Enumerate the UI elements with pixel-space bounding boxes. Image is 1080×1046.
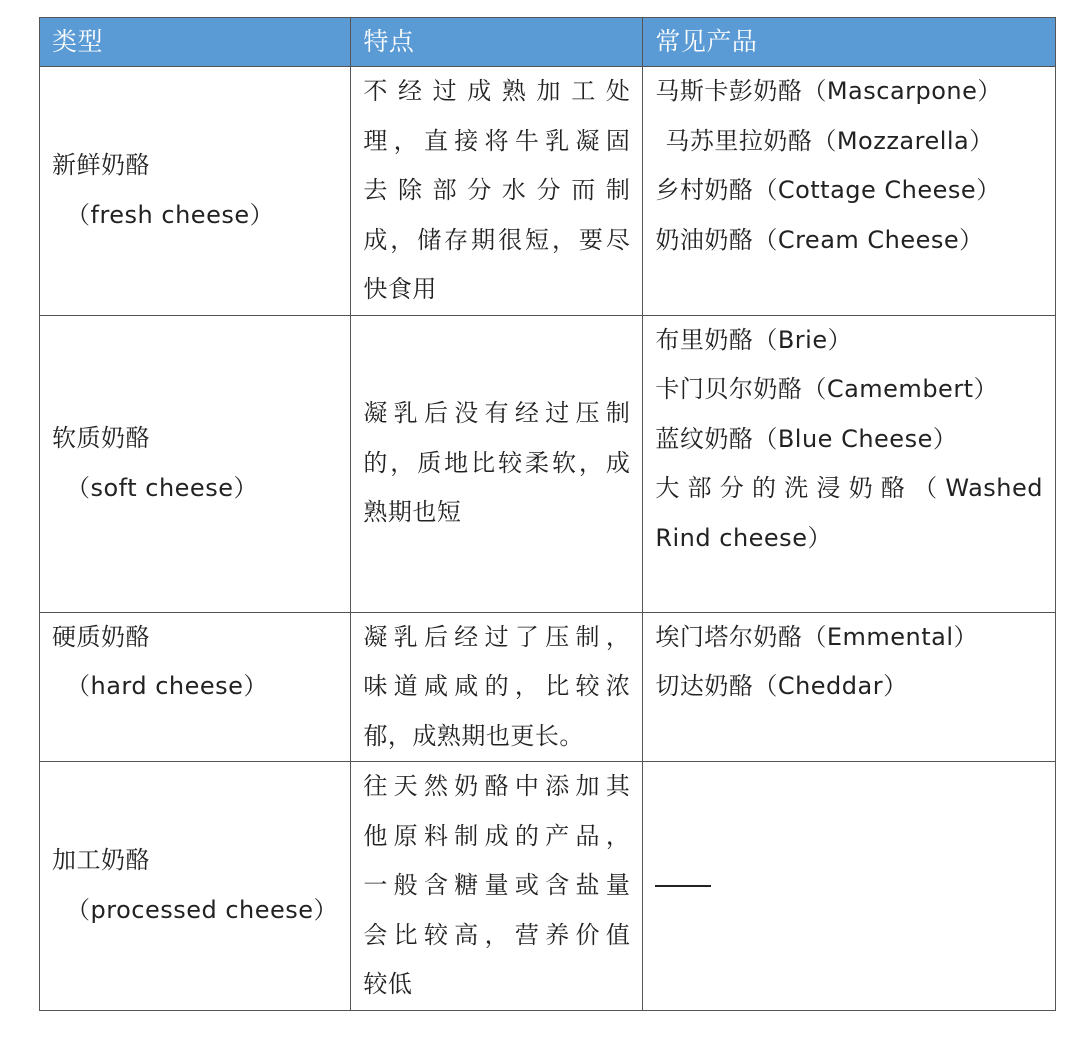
feature-line: 快食用 [363,275,437,303]
feature-line: 他原料制成的产品， [363,821,631,850]
feature-line: 会比较高，营养价值 [363,920,631,949]
products-cell [643,612,1056,762]
header-type: 类型 [40,18,351,67]
product-item: 乡村奶酪（Cottage Cheese） [655,176,1001,204]
feature-line: 较低 [363,970,413,998]
feature-line: 的，质地比较柔软，成 [363,448,631,477]
type-name-en: （fresh cheese） [66,200,275,229]
product-item: 蓝纹奶酪（Blue Cheese） [655,424,958,453]
products-cell [643,67,1056,316]
products-cell [643,315,1056,612]
type-cell [40,612,351,762]
product-item: 卡门贝尔奶酪（Camembert） [655,375,999,403]
feature-line: 往天然奶酪中添加其 [363,772,631,800]
type-name-cn: 加工奶酪 [52,846,150,875]
table-body [40,67,1056,1011]
type-cell [40,762,351,1011]
em-dash-mark [655,885,711,887]
product-item: 马苏里拉奶酪（Mozzarella） [665,126,994,155]
type-cell [40,315,351,612]
feature-line: 熟期也短 [363,498,462,527]
feature-line: 成，储存期很短，要尽 [363,225,631,254]
header-feature: 特点 [351,18,643,67]
product-item: 奶油奶酪（Cream Cheese） [655,225,984,254]
feature-line: 凝乳后经过了压制， [363,622,631,651]
feature-cell [351,315,643,612]
products-cell [643,762,1056,1011]
type-name-cn: 新鲜奶酪 [52,151,150,180]
feature-line: 去除部分水分而制 [363,176,631,204]
product-item: 大部分的洗浸奶酪（Washed [655,474,1043,502]
table-row [40,762,1056,1011]
header-products: 常见产品 [643,18,1056,67]
feature-cell [351,762,643,1011]
type-name-cn: 硬质奶酪 [52,622,150,651]
cheese-types-table [39,17,1056,1011]
feature-line: 郁，成熟期也更长。 [363,721,584,750]
feature-line: 凝乳后没有经过压制 [363,399,631,428]
header-row [40,18,1056,67]
feature-line: 味道咸咸的，比较浓 [363,672,631,700]
table-row [40,315,1056,612]
type-name-cn: 软质奶酪 [52,424,150,452]
product-item: 布里奶酪（Brie） [655,325,853,354]
product-item: 埃门塔尔奶酪（Emmental） [655,622,979,651]
type-name-en: （hard cheese） [66,672,268,700]
table-row [40,612,1056,762]
feature-cell [351,612,643,762]
feature-line: 理，直接将牛乳凝固 [363,126,631,155]
products-empty-dash [655,861,1043,911]
type-name-en: （processed cheese） [66,895,339,924]
product-item: Rind cheese） [655,523,832,552]
product-item: 切达奶酪（Cheddar） [655,672,908,700]
feature-cell [351,67,643,316]
type-name-en: （soft cheese） [66,473,258,502]
product-item: 马斯卡彭奶酪（Mascarpone） [655,77,1002,105]
feature-line: 不经过成熟加工处 [363,77,631,105]
table-header [40,18,1056,67]
feature-line: 一般含糖量或含盐量 [363,871,631,899]
type-cell [40,67,351,316]
table-row [40,67,1056,316]
